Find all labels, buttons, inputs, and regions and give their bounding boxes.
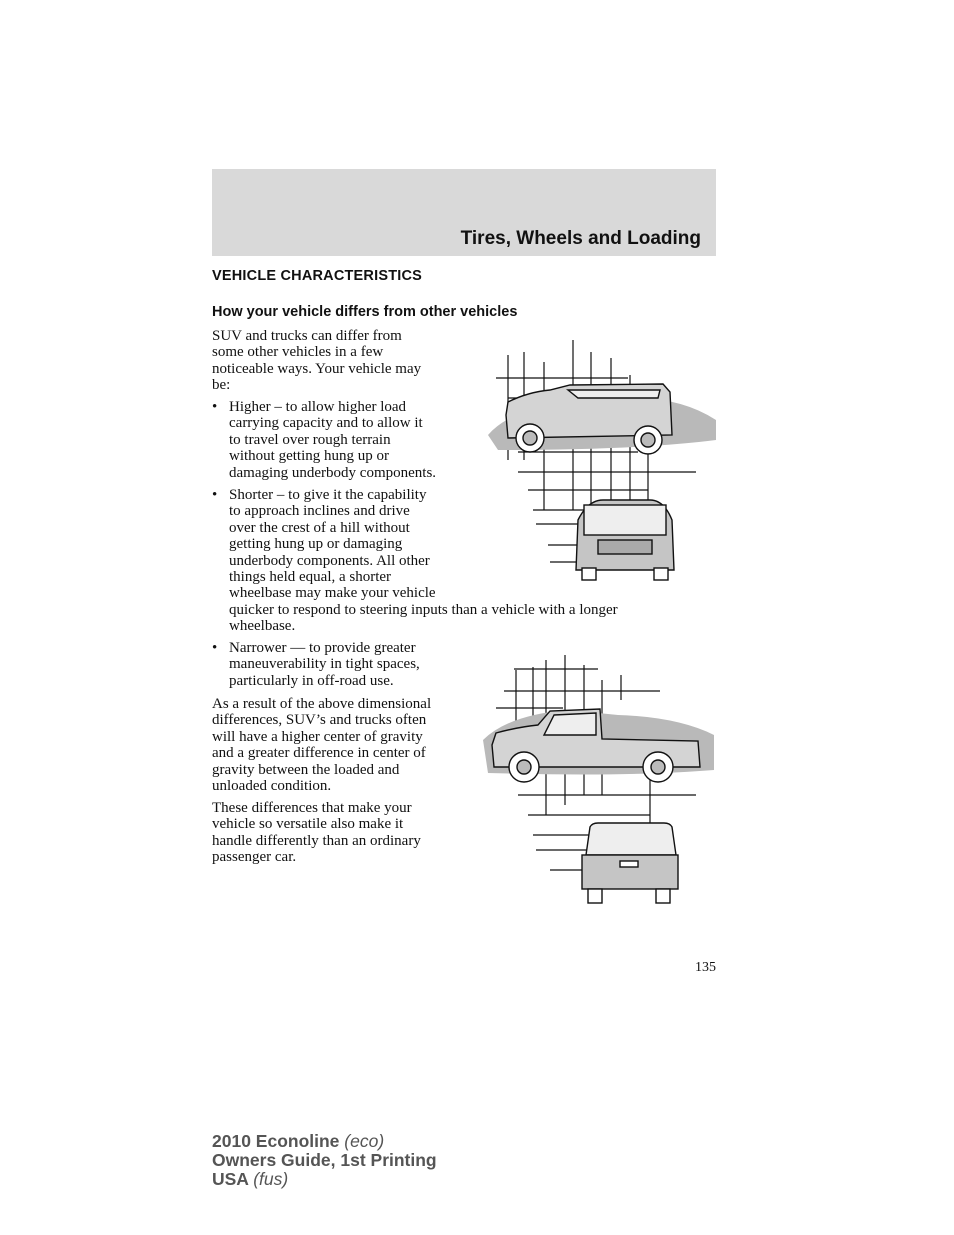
text-line: to approach inclines and drive [229, 503, 410, 520]
text-line: and a greater difference in center of [212, 745, 426, 762]
bullet-symbol: • [212, 487, 218, 503]
intro-paragraph [212, 328, 421, 394]
paragraph-center-of-gravity [212, 696, 431, 794]
text-line: wheelbase. [229, 618, 296, 635]
footer-line-region: USA (fus) [212, 1169, 289, 1189]
text-line: Narrower — to provide greater [229, 640, 416, 656]
text-line: underbody components. All other [229, 552, 430, 569]
text-line: to travel over rough terrain [229, 431, 391, 448]
text-line: without getting hung up or [229, 448, 389, 465]
text-line: unloaded condition. [212, 778, 332, 795]
text-line: As a result of the above dimensional [212, 696, 432, 712]
footer-line-edition: Owners Guide, 1st Printing [212, 1150, 437, 1170]
text-line: be: [212, 377, 231, 394]
text-line: noticeable ways. Your vehicle may [212, 360, 422, 377]
text-line: These differences that make your [212, 800, 412, 816]
bullet-symbol: • [212, 640, 218, 656]
text-line: passenger car. [212, 849, 297, 866]
text-line: over the crest of a hill without [229, 519, 410, 536]
text-line: vehicle so versatile also make it [212, 816, 404, 833]
text-line: damaging underbody components. [229, 464, 437, 481]
text-line: carrying capacity and to allow it [229, 415, 423, 432]
subsection-title: How your vehicle differs from other vehicles [212, 304, 518, 320]
suv-rear-view [576, 500, 674, 580]
text-line: Shorter – to give it the capability [229, 487, 427, 503]
text-line: differences, SUV’s and trucks often [212, 712, 427, 729]
text-line: particularly in off-road use. [229, 672, 394, 689]
text-line: getting hung up or damaging [229, 536, 403, 553]
text-line: SUV and trucks can differ from [212, 328, 402, 344]
document-footer [212, 1132, 437, 1189]
text-line: wheelbase may make your vehicle [229, 585, 436, 602]
text-line: Higher – to allow higher load [229, 399, 407, 415]
bullet-symbol: • [212, 399, 218, 415]
paragraph-handling [212, 800, 421, 866]
text-line: maneuverability in tight spaces, [229, 656, 420, 673]
chapter-title: Tires, Wheels and Loading [460, 228, 701, 249]
section-title: VEHICLE CHARACTERISTICS [212, 268, 423, 284]
text-line: quicker to respond to steering inputs than a vehicle with a longer [229, 601, 618, 618]
suv-illustration [478, 340, 718, 582]
text-line: will have a higher center of gravity [212, 728, 423, 745]
truck-rear-view [582, 823, 678, 903]
footer-line-model: 2010 Econoline (eco) [212, 1131, 385, 1151]
text-line: gravity between the loaded and [212, 761, 400, 778]
page-number: 135 [695, 960, 716, 975]
pickup-truck-illustration [478, 655, 718, 905]
text-line: things held equal, a shorter [229, 569, 392, 586]
chapter-header-band [212, 169, 716, 256]
text-line: handle differently than an ordinary [212, 832, 421, 849]
text-line: some other vehicles in a few [212, 344, 384, 361]
